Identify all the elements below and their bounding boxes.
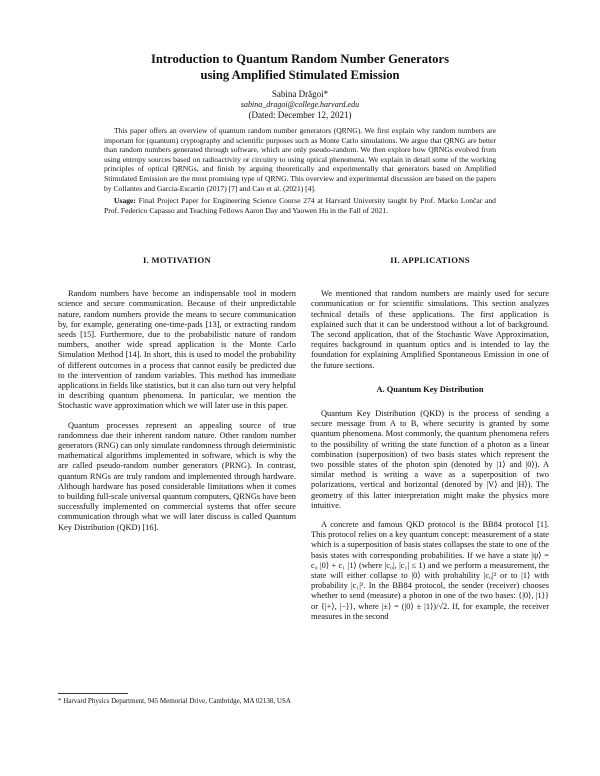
author-name: Sabina Drăgoi* — [271, 89, 329, 99]
motivation-paragraph-1: Random numbers have become an indispensable tool in modern science and secure communication. Because of their unpredictable nature, random numbers provide the means to secure communication by, for example, generating one-time-pads [13], or extracting random seeds [15]. Furthermore, due to the probabilistic nature of random numbers, another wide spread application is the Monte Carlo Simulation Method [14]. In short, this is used to model the probability of different outcomes in a process that cannot easily be predicted due to the intervention of random variables. This method has immediate applications in fields like statistics, but it can also turn out very helpful in describing quantum phenomena. In particular, we mention the Stochastic wave approximation which we will later use in this paper. — [58, 289, 296, 411]
qkd-paragraph-2: A concrete and famous QKD protocol is the BB84 protocol [1]. This protocol relies on a key quantum concept: measurement of a state which is a superposition of basis states collapses the state to one of the basis states with corresponding probabilities. If we have a state |ψ⟩ = c₀ |0⟩ + c₁ |1⟩ (where |c₀|, |c₁| ≤ 1) and we perform a measurement, the state will either collapse to |0⟩ with probability |c₀|² or to |1⟩ with probability |c₁|². In the BB84 protocol, the sender (receiver) chooses whether to send (measure) a photon in one of the two bases: {|0⟩, |1⟩} or {|+⟩, |−⟩}, where |±⟩ = (|0⟩ ± |1⟩)/√2. If, for example, the receiver measures in the second — [311, 520, 549, 621]
usage-note — [104, 196, 496, 215]
abstract — [104, 126, 496, 215]
section-motivation-heading: I. MOTIVATION — [142, 255, 212, 265]
usage-text: Final Project Paper for Engineering Science Course 274 at Harvard University taught by Prof. Marko Lončar and Prof. Federico Capasso and Teaching Fellows Aaron Day and Yaowen Hu in the Fall of 2021. — [104, 196, 496, 215]
applications-paragraph-1: We mentioned that random numbers are mainly used for secure communication or for scientific simulations. This section analyzes technical details of these applications. The first application is explained such that it can be understood without a lot of background. The second application, that of the Stochastic Wave Approximation, requires background in quantum optics and is intended to lay the foundation for explaining Amplified Spontaneous Emission in one of the future sections. — [311, 289, 549, 370]
abstract-text: This paper offers an overview of quantum random number generators (QRNG). We first explain why random numbers are important for (quantum) cryptography and scientific purposes such as Monte Carlo simulations. We argue that QRNG are better than random numbers generated through software, which are only pseudo-random. We then explore how QRNGs evolved from using entropy sources based on radioactivity or circuitry to using optical phenomena. We explain in detail some of the working principles of optical QRNGs, and finish by arguing theoretically and experimentally that generators based on Amplified Stimulated Emission are the most promising type of QRNG. This overview and experimental discussion are based on the papers by Collantes and Garcia-Escartin (2017) [7] and Cao et al. (2021) [4]. — [104, 126, 496, 193]
motivation-paragraph-2: Quantum processes represent an appealing source of true randomness due their inherent random nature. Other random number generators (RNG) can only simulate randomness through deterministic mathematical algorithms implemented in software, which is why the are called pseudo-random number generators (PRNG). In contrast, quantum RNGs are truly random and implemented through hardware. Although hardware has posed considerable limitations when it comes to building full-scale universal quantum computers, QRNGs have been successfully implemented on commercial systems that offer secure communication through what we will later discuss is called Quantum Key Distribution (QKD) [16]. — [58, 420, 296, 532]
right-column — [311, 255, 549, 631]
footnote-divider — [58, 693, 128, 694]
left-column — [58, 255, 296, 542]
author-email[interactable]: sabina_dragoi@college.harvard.edu — [240, 99, 360, 109]
qkd-paragraph-1: Quantum Key Distribution (QKD) is the process of sending a secure message from A to B, where security is granted by some quantum phenomena. Most commonly, the quantum phenomena refers to the possibility of writing the state function of a photon as a linear combination (superposition) of two basis states which represent the two possible states of the photon spin (denoted by |1⟩ and |0⟩). A similar method is writing a wave as a superposition of two polarizations, vertical and horizontal (denoted by |V⟩ and |H⟩). The geometry of this latter interpretation might make the physics more intuitive. — [311, 409, 549, 510]
usage-label: Usage: — [114, 196, 136, 206]
subsection-qkd-heading: A. Quantum Key Distribution — [376, 384, 484, 394]
paper-date: (Dated: December 12, 2021) — [248, 110, 352, 120]
title-line-1: Introduction to Quantum Random Number Generators — [151, 52, 449, 66]
title-line-2: using Amplified Stimulated Emission — [200, 67, 400, 82]
author-block — [60, 89, 540, 121]
section-applications-heading: II. APPLICATIONS — [390, 255, 470, 265]
paper-title — [60, 52, 540, 83]
footnote: * Harvard Physics Department, 945 Memorial Drive, Cambridge, MA 02138, USA — [58, 697, 291, 705]
